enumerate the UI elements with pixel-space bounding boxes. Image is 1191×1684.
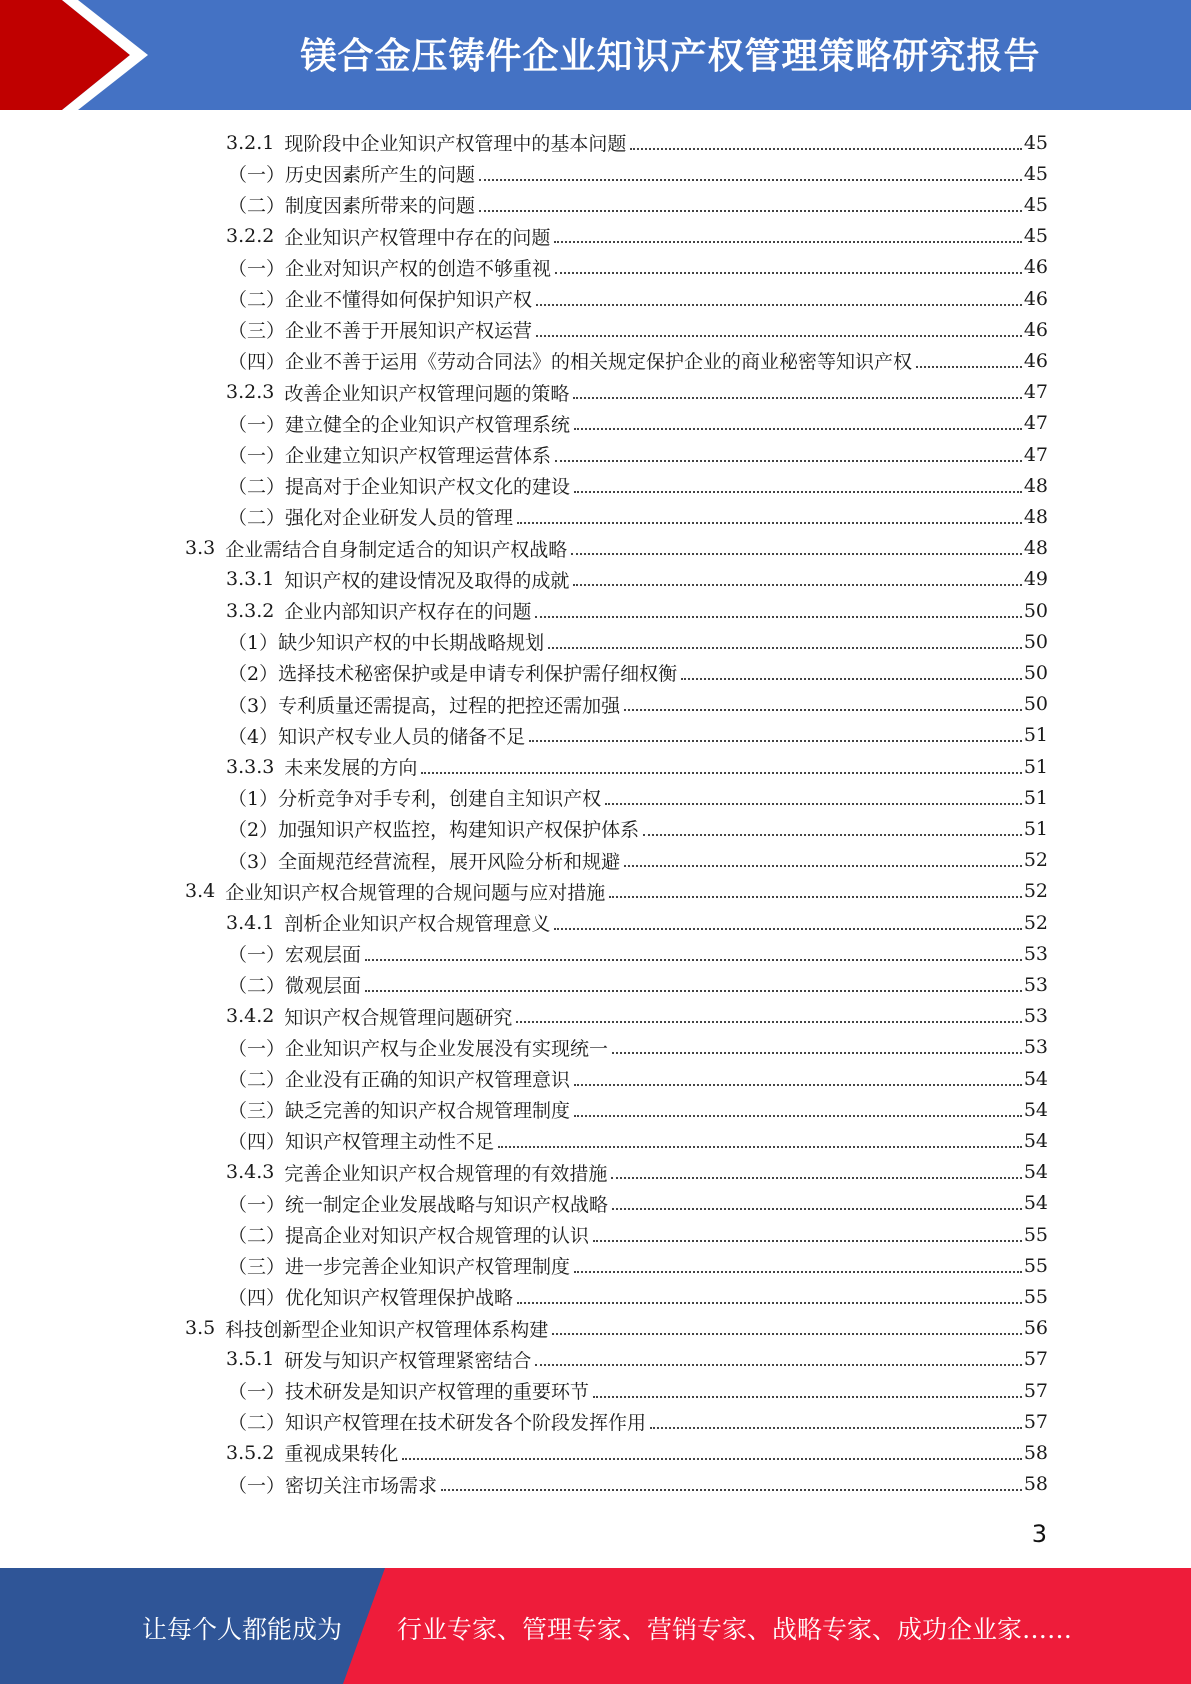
toc-leader-dots [916, 366, 1022, 368]
toc-entry-number: 3.2.3 [226, 381, 275, 404]
toc-entry[interactable] [185, 876, 1048, 907]
toc-entry[interactable] [226, 1001, 1048, 1032]
toc-entry-page: 46 [1023, 256, 1048, 279]
toc-entry-title: （二）提高企业对知识产权合规管理的认识 [228, 1225, 590, 1247]
toc-entry[interactable] [228, 1219, 1048, 1250]
toc-entry[interactable] [228, 938, 1048, 969]
toc-entry-page: 48 [1023, 537, 1048, 560]
toc-entry-title: （二）知识产权管理在技术研发各个阶段发挥作用 [228, 1412, 647, 1435]
toc-leader-dots [554, 241, 1021, 243]
toc-entry-page: 47 [1023, 412, 1048, 435]
toc-entry[interactable] [226, 907, 1048, 938]
toc-leader-dots [555, 460, 1022, 462]
toc-entry-title: 企业需结合自身制定适合的知识产权战略 [225, 538, 568, 561]
toc-entry-title: （一）技术研发是知识产权管理的重要环节 [228, 1381, 590, 1403]
toc-entry-title: （一）企业知识产权与企业发展没有实现统一 [228, 1037, 609, 1060]
toc-leader-dots [605, 803, 1022, 805]
toc-entry[interactable] [228, 1469, 1048, 1500]
toc-entry-title: （二）企业不懂得如何保护知识产权 [228, 289, 533, 311]
toc-entry-page: 50 [1023, 599, 1048, 622]
toc-leader-dots [650, 1427, 1022, 1429]
toc-entry[interactable] [228, 345, 1048, 376]
toc-leader-dots [574, 428, 1022, 430]
toc-entry-title: 企业内部知识产权存在的问题 [284, 601, 532, 623]
toc-entry-number: 3.3.1 [226, 568, 275, 591]
toc-leader-dots [479, 179, 1022, 181]
toc-entry-title: （三）缺乏完善的知识产权合规管理制度 [228, 1100, 571, 1123]
toc-entry-title: （二）制度因素所带来的问题 [228, 195, 476, 218]
toc-entry[interactable] [226, 564, 1048, 595]
page-footer [0, 1568, 1191, 1684]
document-title: 镁合金压铸件企业知识产权管理策略研究报告 [300, 36, 1041, 77]
toc-entry[interactable] [228, 720, 1048, 751]
page-number: 3 [1031, 1520, 1047, 1548]
toc-entry[interactable] [228, 1375, 1048, 1406]
toc-leader-dots [681, 678, 1022, 680]
toc-entry-page: 56 [1023, 1317, 1048, 1340]
toc-entry-page: 57 [1023, 1379, 1048, 1402]
toc-entry-page: 52 [1023, 880, 1048, 903]
toc-entry[interactable] [228, 189, 1048, 220]
toc-entry-title: （1）分析竞争对手专利，创建自主知识产权 [228, 788, 602, 811]
toc-leader-dots [402, 1458, 1021, 1460]
toc-entry-page: 53 [1023, 973, 1048, 996]
toc-entry-number: 3.5 [185, 1317, 216, 1340]
toc-entry-page: 57 [1023, 1410, 1048, 1433]
toc-entry[interactable] [228, 1188, 1048, 1219]
toc-entry-title: （一）统一制定企业发展战略与知识产权战略 [228, 1193, 609, 1216]
toc-entry-title: 剖析企业知识产权合规管理意义 [284, 913, 551, 935]
toc-entry-title: （一）企业建立知识产权管理运营体系 [228, 445, 552, 467]
toc-entry-page: 46 [1023, 287, 1048, 310]
toc-entry-title: （三）企业不善于开展知识产权运营 [228, 320, 533, 343]
page-header [0, 0, 1191, 110]
toc-leader-dots [574, 1115, 1022, 1117]
toc-entry-title: 知识产权合规管理问题研究 [284, 1006, 513, 1029]
toc-entry-page: 54 [1023, 1161, 1048, 1184]
toc-entry[interactable] [228, 689, 1048, 720]
toc-leader-dots [529, 740, 1022, 742]
toc-entry-title: （二）提高对于企业知识产权文化的建设 [228, 476, 571, 499]
toc-entry[interactable] [228, 1406, 1048, 1437]
toc-entry-page: 48 [1023, 505, 1048, 528]
toc-entry-page: 58 [1023, 1473, 1048, 1496]
header-chevron-icon [0, 0, 160, 110]
toc-entry[interactable] [226, 1344, 1048, 1375]
toc-entry-page: 45 [1023, 131, 1048, 154]
toc-entry-title: 改善企业知识产权管理问题的策略 [284, 382, 570, 405]
toc-entry-title: （四）优化知识产权管理保护战略 [228, 1287, 514, 1310]
toc-leader-dots [624, 709, 1022, 711]
toc-entry-number: 3.3.3 [226, 755, 275, 778]
toc-entry-title: 企业知识产权管理中存在的问题 [284, 226, 551, 249]
toc-entry-page: 46 [1023, 318, 1048, 341]
toc-leader-dots [548, 647, 1022, 649]
toc-entry-number: 3.3 [185, 537, 216, 560]
toc-entry-title: 科技创新型企业知识产权管理体系构建 [225, 1318, 549, 1341]
toc-entry-number: 3.2.1 [226, 131, 275, 154]
toc-entry[interactable] [228, 252, 1048, 283]
toc-entry-page: 55 [1023, 1285, 1048, 1308]
toc-entry-title: （3）全面规范经营流程，展开风险分析和规避 [228, 850, 621, 873]
toc-leader-dots [573, 584, 1021, 586]
toc-entry[interactable] [226, 595, 1048, 626]
toc-entry[interactable] [228, 439, 1048, 470]
toc-entry[interactable] [226, 1157, 1048, 1188]
toc-entry-page: 53 [1023, 942, 1048, 965]
toc-entry-page: 54 [1023, 1098, 1048, 1121]
toc-entry[interactable] [226, 751, 1048, 782]
toc-entry-page: 48 [1023, 474, 1048, 497]
toc-entry-number: 3.4.3 [226, 1161, 275, 1184]
toc-entry-page: 50 [1023, 693, 1048, 716]
toc-entry-number: 3.2.2 [226, 225, 275, 248]
toc-entry[interactable] [228, 1281, 1048, 1312]
toc-entry-title: （二）强化对企业研发人员的管理 [228, 507, 514, 530]
toc-entry[interactable] [228, 969, 1048, 1000]
toc-entry[interactable] [228, 1032, 1048, 1063]
toc-entry[interactable] [228, 1094, 1048, 1125]
toc-leader-dots [611, 1177, 1021, 1179]
toc-entry[interactable] [228, 813, 1048, 844]
toc-leader-dots [612, 1208, 1022, 1210]
toc-leader-dots [536, 335, 1022, 337]
footer-slogan-right: 行业专家、管理专家、营销专家、战略专家、成功企业家…… [397, 1615, 1073, 1644]
toc-entry-number: 3.5.1 [226, 1348, 275, 1371]
toc-leader-dots [624, 865, 1022, 867]
toc-entry-title: （一）建立健全的企业知识产权管理系统 [228, 413, 571, 436]
toc-entry-page: 50 [1023, 661, 1048, 684]
toc-entry-title: 重视成果转化 [284, 1443, 399, 1466]
toc-entry-number: 3.4.2 [226, 1005, 275, 1028]
toc-entry-page: 55 [1023, 1223, 1048, 1246]
toc-leader-dots [535, 616, 1021, 618]
toc-entry-title: （2）选择技术秘密保护或是申请专利保护需仔细权衡 [228, 663, 678, 686]
toc-leader-dots [365, 959, 1022, 961]
toc-entry[interactable] [226, 1437, 1048, 1468]
toc-entry-title: 知识产权的建设情况及取得的成就 [284, 569, 570, 592]
toc-entry-title: 现阶段中企业知识产权管理中的基本问题 [284, 133, 627, 155]
toc-entry-title: （一）宏观层面 [228, 944, 362, 967]
toc-entry-page: 49 [1023, 568, 1048, 591]
toc-entry-title: （一）企业对知识产权的创造不够重视 [228, 257, 552, 280]
toc-leader-dots [479, 210, 1022, 212]
toc-entry-title: （4）知识产权专业人员的储备不足 [228, 725, 526, 748]
toc-entry-page: 57 [1023, 1348, 1048, 1371]
toc-leader-dots [441, 1489, 1022, 1491]
toc-entry-title: （三）进一步完善企业知识产权管理制度 [228, 1256, 571, 1279]
toc-entry[interactable] [228, 626, 1048, 657]
toc-entry-page: 46 [1023, 349, 1048, 372]
toc-entry-title: 完善企业知识产权合规管理的有效措施 [284, 1162, 608, 1185]
toc-entry-page: 45 [1023, 193, 1048, 216]
toc-entry[interactable] [228, 408, 1048, 439]
toc-entry-page: 54 [1023, 1192, 1048, 1215]
toc-entry-page: 52 [1023, 911, 1048, 934]
toc-entry[interactable] [228, 470, 1048, 501]
toc-leader-dots [365, 990, 1022, 992]
toc-entry-page: 51 [1023, 755, 1048, 778]
toc-leader-dots [643, 834, 1022, 836]
toc-leader-dots [573, 397, 1021, 399]
toc-entry-page: 54 [1023, 1129, 1048, 1152]
toc-leader-dots [536, 304, 1022, 306]
toc-leader-dots [630, 148, 1021, 150]
toc-leader-dots [574, 1084, 1022, 1086]
toc-entry[interactable] [228, 1250, 1048, 1281]
toc-entry-page: 51 [1023, 786, 1048, 809]
toc-leader-dots [593, 1240, 1022, 1242]
toc-entry-page: 52 [1023, 849, 1048, 872]
toc-entry-number: 3.4 [185, 880, 216, 903]
toc-entry-title: （2）加强知识产权监控，构建知识产权保护体系 [228, 819, 640, 842]
toc-entry-title: （1）缺少知识产权的中长期战略规划 [228, 632, 545, 655]
toc-leader-dots [593, 1396, 1022, 1398]
toc-entry-page: 54 [1023, 1067, 1048, 1090]
toc-entry[interactable] [185, 1313, 1048, 1344]
toc-leader-dots [498, 1146, 1022, 1148]
toc-entry-title: 研发与知识产权管理紧密结合 [284, 1349, 532, 1372]
toc-leader-dots [421, 772, 1021, 774]
toc-entry-number: 3.4.1 [226, 911, 275, 934]
toc-entry-number: 3.3.2 [226, 599, 275, 622]
toc-entry-page: 51 [1023, 724, 1048, 747]
toc-entry-title: （四）企业不善于运用《劳动合同法》的相关规定保护企业的商业秘密等知识产权 [228, 351, 913, 374]
toc-leader-dots [516, 1021, 1021, 1023]
toc-entry-title: （四）知识产权管理主动性不足 [228, 1131, 495, 1154]
toc-leader-dots [517, 1302, 1022, 1304]
toc-entry[interactable] [226, 377, 1048, 408]
toc-entry-page: 50 [1023, 630, 1048, 653]
toc-entry-title: 未来发展的方向 [284, 757, 418, 779]
toc-leader-dots [535, 1364, 1021, 1366]
toc-leader-dots [574, 491, 1022, 493]
toc-entry-page: 58 [1023, 1441, 1048, 1464]
toc-entry-title: （一）密切关注市场需求 [228, 1474, 438, 1497]
toc-entry-page: 45 [1023, 225, 1048, 248]
toc-entry[interactable] [228, 1125, 1048, 1156]
toc-entry[interactable] [228, 158, 1048, 189]
toc-entry[interactable] [185, 533, 1048, 564]
toc-leader-dots [612, 1052, 1022, 1054]
toc-entry[interactable] [226, 127, 1048, 158]
toc-entry[interactable] [228, 1063, 1048, 1094]
toc-entry[interactable] [228, 501, 1048, 532]
toc-leader-dots [554, 928, 1021, 930]
footer-slogan-left: 让每个人都能成为 [142, 1615, 343, 1644]
toc-entry-title: （一）历史因素所产生的问题 [228, 164, 476, 187]
toc-entry-page: 53 [1023, 1036, 1048, 1059]
toc-entry-title: （二）微观层面 [228, 975, 362, 998]
toc-entry[interactable] [228, 845, 1048, 876]
toc-entry[interactable] [226, 221, 1048, 252]
toc-entry-title: 企业知识产权合规管理的合规问题与应对措施 [225, 881, 606, 904]
toc-leader-dots [552, 1333, 1022, 1335]
toc-entry-title: （3）专利质量还需提高，过程的把控还需加强 [228, 694, 621, 717]
toc-entry-page: 51 [1023, 817, 1048, 840]
toc-entry[interactable] [228, 314, 1048, 345]
toc-entry[interactable] [228, 782, 1048, 813]
toc-entry-number: 3.5.2 [226, 1441, 275, 1464]
toc-leader-dots [609, 896, 1022, 898]
toc-leader-dots [574, 1271, 1022, 1273]
toc-entry[interactable] [228, 657, 1048, 688]
toc-entry[interactable] [228, 283, 1048, 314]
toc-entry-page: 47 [1023, 443, 1048, 466]
toc-leader-dots [555, 272, 1022, 274]
toc-entry-page: 45 [1023, 162, 1048, 185]
toc-entry-title: （二）企业没有正确的知识产权管理意识 [228, 1069, 571, 1091]
toc-entry-page: 47 [1023, 381, 1048, 404]
toc-entry-page: 53 [1023, 1005, 1048, 1028]
toc-leader-dots [517, 522, 1022, 524]
toc-entry-page: 55 [1023, 1254, 1048, 1277]
toc-leader-dots [571, 553, 1022, 555]
